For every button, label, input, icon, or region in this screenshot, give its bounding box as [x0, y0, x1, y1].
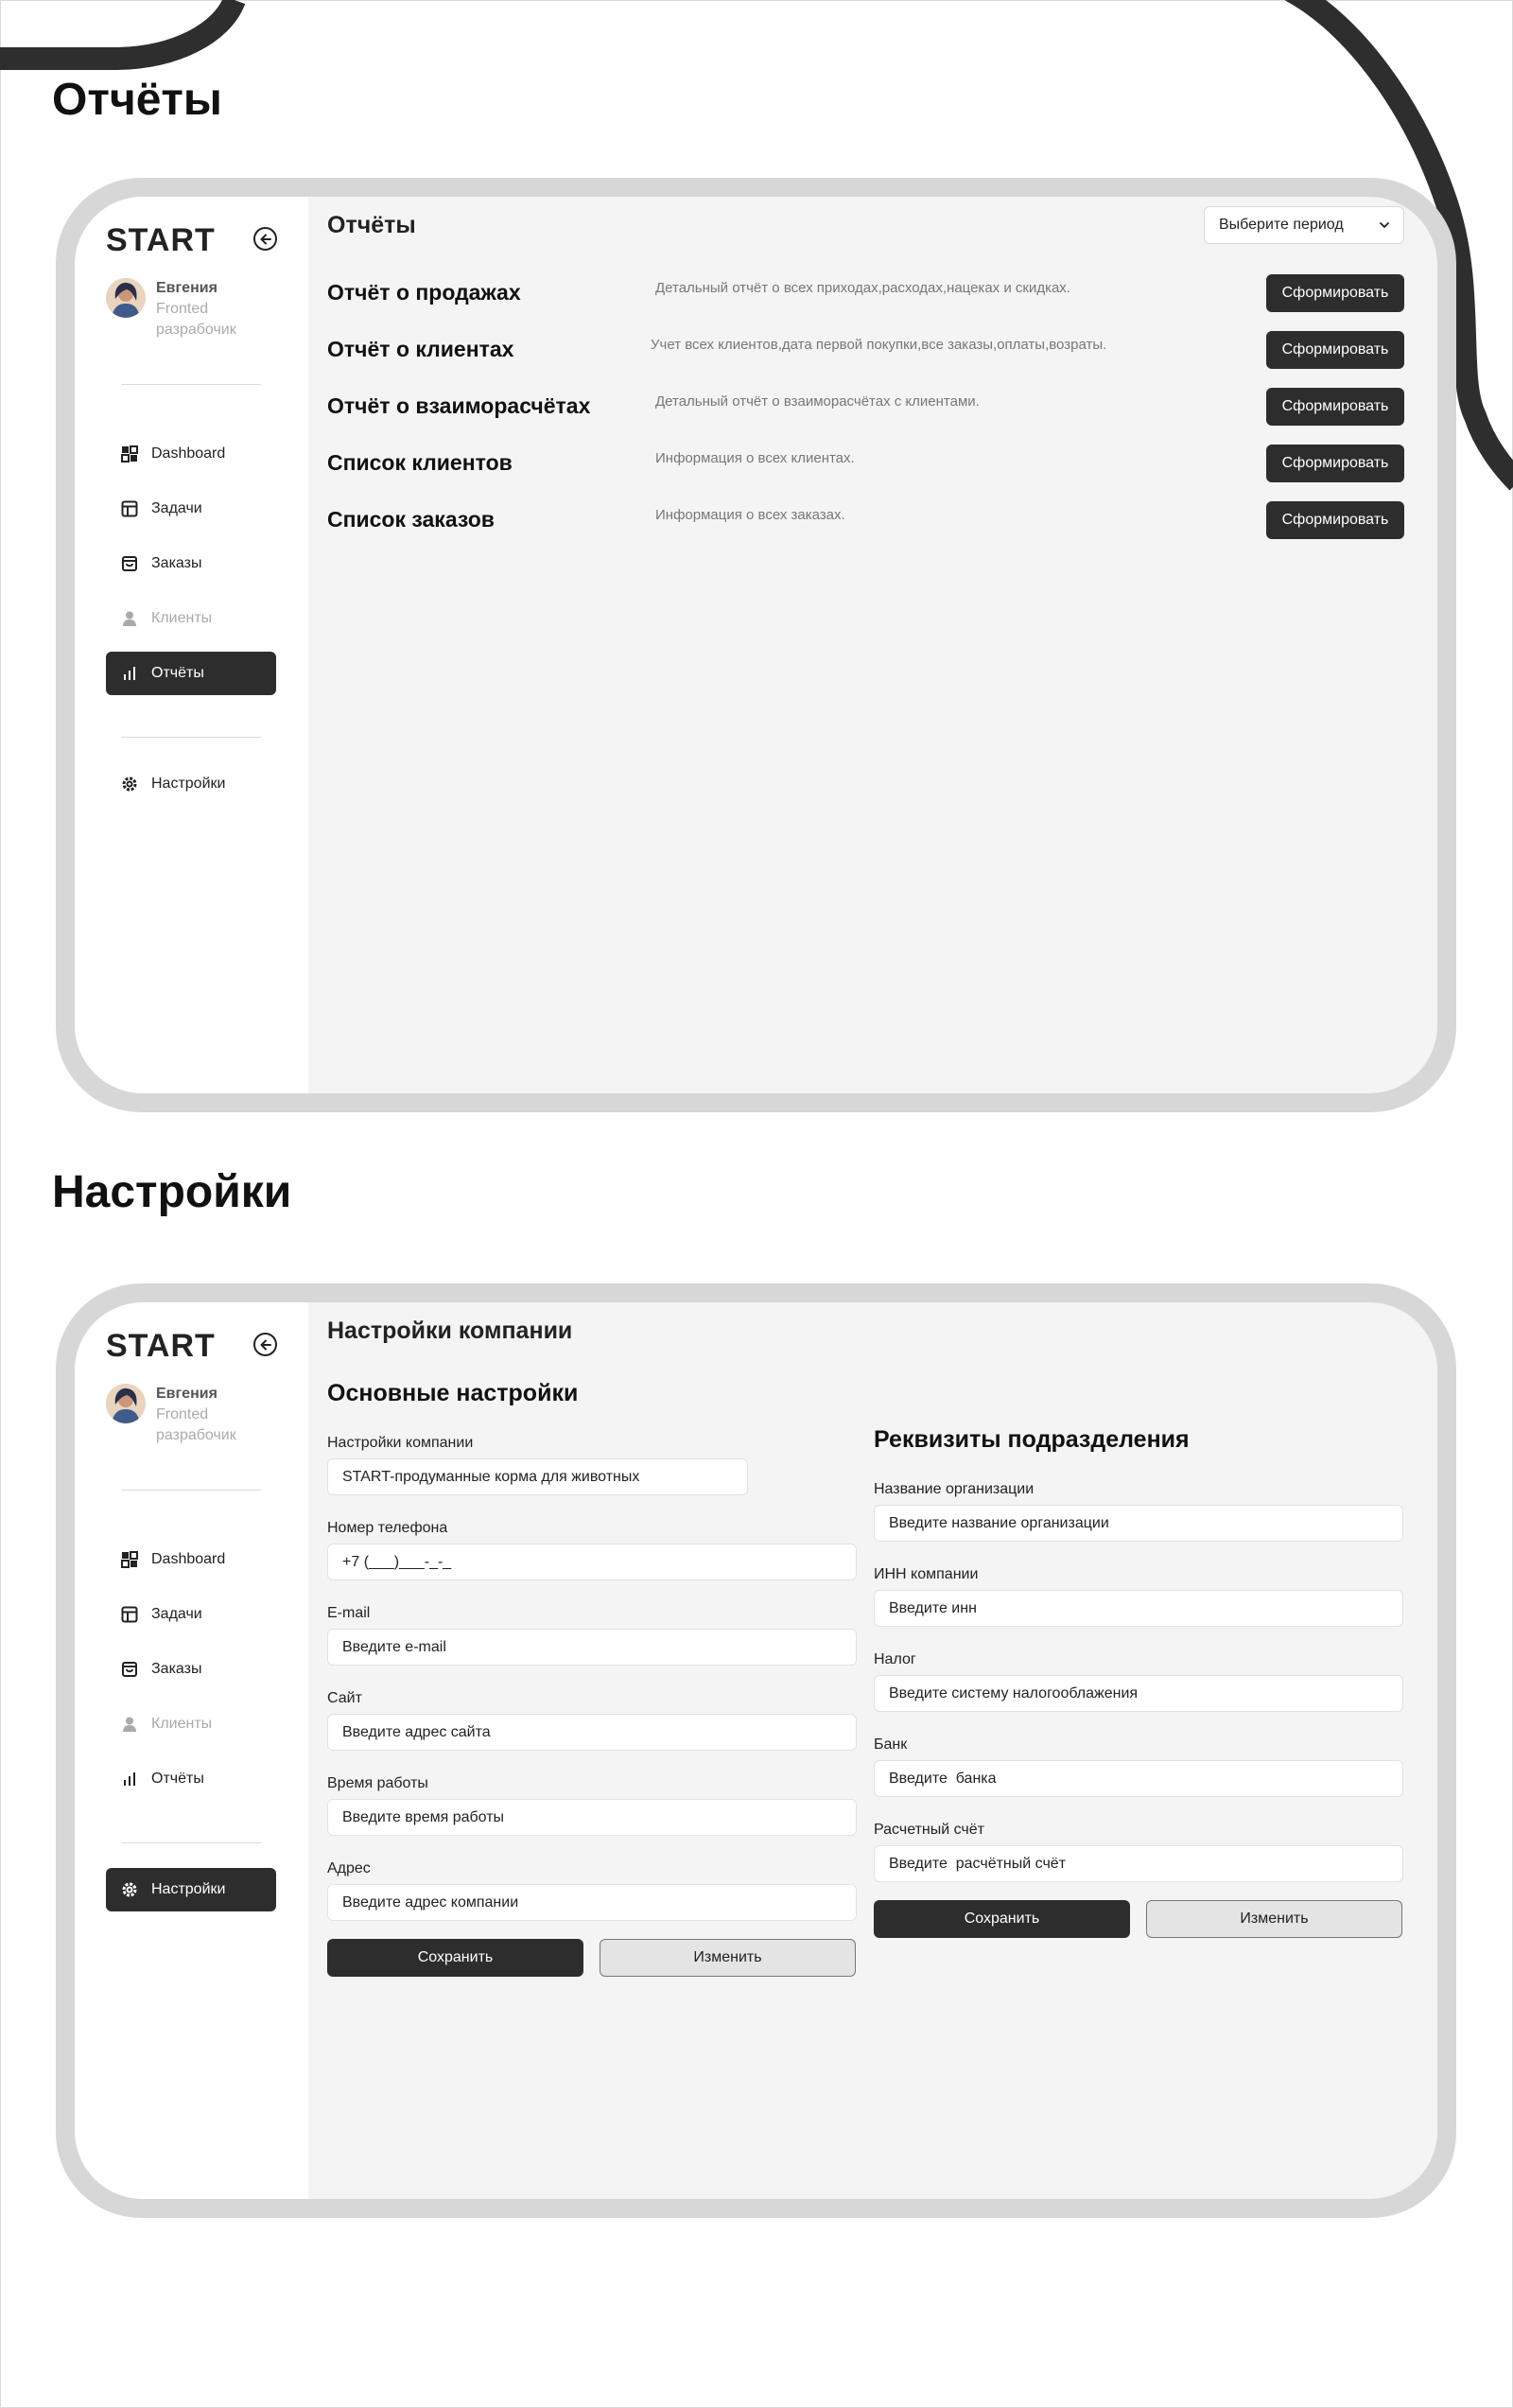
collapse-sidebar-button[interactable] [253, 227, 277, 251]
bar-chart-icon [121, 1771, 138, 1788]
field-label: Банк [874, 1736, 908, 1753]
divider [121, 384, 261, 385]
gear-icon [121, 776, 138, 793]
sidebar-item-label: Настройки [151, 776, 226, 792]
sidebar [75, 197, 308, 1093]
sidebar-item-label: Задачи [151, 500, 202, 516]
address-field [327, 1860, 857, 1921]
field-label: Время работы [327, 1775, 428, 1791]
period-select-value: Выберите период [1219, 217, 1344, 233]
sidebar-item-label: Заказы [151, 1661, 202, 1677]
gear-icon [121, 1881, 138, 1898]
company-name-input[interactable] [327, 1458, 748, 1495]
sidebar-item-settings[interactable] [106, 762, 276, 806]
sidebar-item-label: Заказы [151, 555, 202, 571]
bag-icon [121, 555, 138, 572]
divider [121, 1842, 261, 1843]
edit-button[interactable]: Изменить [600, 1939, 856, 1977]
user-profile[interactable] [106, 1384, 260, 1446]
website-field [327, 1690, 857, 1751]
grid-icon [121, 445, 138, 462]
phone-input[interactable] [327, 1544, 857, 1580]
sidebar-item-label: Клиенты [151, 610, 213, 626]
sidebar-item-label: Настройки [151, 1881, 226, 1897]
period-select[interactable] [1204, 206, 1404, 244]
report-description: Учет всех клиентов,дата первой покупки,все заказы,оплаты,возраты. [651, 337, 1107, 353]
edit-button[interactable]: Изменить [1146, 1900, 1402, 1938]
reports-device-frame [56, 178, 1456, 1112]
field-label: Номер телефона [327, 1520, 448, 1536]
requisites-actions [874, 1900, 1402, 1938]
generate-report-button[interactable]: Сформировать [1266, 388, 1404, 426]
field-label: E-mail [327, 1605, 371, 1621]
user-role: Fronted разрабочик [156, 1406, 236, 1443]
organization-name-field [874, 1481, 1403, 1542]
sidebar-item-label: Dashboard [151, 445, 226, 462]
section-heading-settings: Настройки [52, 1167, 292, 1217]
report-row [327, 445, 1404, 482]
user-profile[interactable] [106, 278, 260, 340]
sidebar-item-clients[interactable] [106, 597, 276, 640]
user-role: Fronted разрабочик [156, 301, 236, 338]
sidebar-item-label: Отчёты [151, 1771, 204, 1787]
sidebar-item-dashboard[interactable] [106, 432, 276, 476]
report-name: Отчёт о клиентах [327, 337, 514, 361]
inn-input[interactable] [874, 1590, 1403, 1627]
settings-screen [75, 1302, 1437, 2199]
report-description: Информация о всех клиентах. [655, 450, 855, 466]
reports-screen [75, 197, 1437, 1093]
field-label: ИНН компании [874, 1566, 979, 1582]
main-content [308, 197, 1437, 1093]
sidebar-item-settings[interactable] [106, 1868, 276, 1911]
sidebar-item-label: Задачи [151, 1606, 202, 1622]
sidebar-item-dashboard[interactable] [106, 1538, 276, 1581]
report-description: Информация о всех заказах. [655, 507, 845, 523]
sidebar-settings [106, 1868, 276, 1923]
generate-report-button[interactable]: Сформировать [1266, 274, 1404, 312]
sidebar-item-reports[interactable] [106, 1757, 276, 1801]
user-name: Евгения [156, 1386, 217, 1402]
report-row [327, 274, 1404, 312]
company-name-field [327, 1435, 748, 1495]
tax-input[interactable] [874, 1675, 1403, 1712]
generate-report-button[interactable]: Сформировать [1266, 331, 1404, 369]
sidebar-item-reports[interactable] [106, 652, 276, 695]
sidebar-item-tasks[interactable] [106, 487, 276, 531]
field-label: Настройки компании [327, 1435, 474, 1451]
sidebar-settings [106, 762, 276, 817]
divider [121, 1490, 261, 1491]
bank-field [874, 1736, 1403, 1797]
email-field [327, 1605, 857, 1666]
bar-chart-icon [121, 665, 138, 682]
table-icon [121, 1606, 138, 1623]
work-hours-field [327, 1775, 857, 1836]
sidebar-item-tasks[interactable] [106, 1593, 276, 1636]
chevron-down-icon [1379, 220, 1390, 230]
field-label: Налог [874, 1651, 916, 1667]
save-button[interactable]: Сохранить [874, 1900, 1130, 1938]
sidebar-item-orders[interactable] [106, 1648, 276, 1691]
table-icon [121, 500, 138, 517]
user-icon [121, 610, 138, 627]
sidebar-nav [106, 432, 276, 707]
grid-icon [121, 1551, 138, 1568]
work-hours-input[interactable] [327, 1799, 857, 1836]
report-row [327, 331, 1404, 369]
report-name: Список заказов [327, 507, 495, 532]
phone-field [327, 1520, 857, 1580]
sidebar-item-label: Dashboard [151, 1551, 226, 1567]
organization-name-input[interactable] [874, 1505, 1403, 1542]
basic-settings-title: Основные настройки [327, 1380, 579, 1406]
bank-input[interactable] [874, 1760, 1403, 1797]
page-title: Настройки компании [327, 1317, 573, 1344]
sidebar-item-clients[interactable] [106, 1702, 276, 1746]
user-icon [121, 1716, 138, 1733]
user-name: Евгения [156, 280, 217, 296]
website-input[interactable] [327, 1714, 857, 1751]
logo: START [106, 222, 216, 258]
field-label: Сайт [327, 1690, 362, 1706]
section-heading-reports: Отчёты [52, 75, 222, 125]
avatar [106, 1384, 146, 1423]
field-label: Адрес [327, 1860, 371, 1876]
report-description: Детальный отчёт о взаиморасчётах с клиентами. [655, 393, 980, 410]
generate-report-button[interactable]: Сформировать [1266, 445, 1404, 482]
arrow-left-icon [259, 1338, 272, 1352]
report-row [327, 501, 1404, 539]
report-row [327, 388, 1404, 426]
field-label: Расчетный счёт [874, 1822, 984, 1838]
sidebar-item-label: Клиенты [151, 1716, 213, 1732]
divider [121, 737, 261, 738]
generate-report-button[interactable]: Сформировать [1266, 501, 1404, 539]
requisites-title: Реквизиты подразделения [874, 1426, 1190, 1453]
sidebar-item-label: Отчёты [151, 665, 204, 681]
report-name: Отчёт о продажах [327, 280, 521, 305]
report-name: Отчёт о взаиморасчётах [327, 393, 591, 418]
sidebar-nav [106, 1538, 276, 1812]
address-input[interactable] [327, 1884, 857, 1921]
collapse-sidebar-button[interactable] [253, 1333, 277, 1356]
account-input[interactable] [874, 1845, 1403, 1882]
account-field [874, 1822, 1403, 1882]
logo: START [106, 1328, 216, 1364]
page-title: Отчёты [327, 212, 416, 238]
bag-icon [121, 1661, 138, 1678]
tax-field [874, 1651, 1403, 1712]
report-name: Список клиентов [327, 450, 513, 475]
sidebar-item-orders[interactable] [106, 542, 276, 585]
save-button[interactable]: Сохранить [327, 1939, 583, 1977]
field-label: Название организации [874, 1481, 1035, 1497]
avatar [106, 278, 146, 318]
arrow-left-icon [259, 233, 272, 246]
basic-settings-actions [327, 1939, 856, 1977]
email-input[interactable] [327, 1629, 857, 1666]
inn-field [874, 1566, 1403, 1627]
main-content [308, 1302, 1437, 2199]
settings-device-frame [56, 1283, 1456, 2218]
report-description: Детальный отчёт о всех приходах,расходах,нацеках и скидках. [655, 280, 1070, 296]
sidebar [75, 1302, 308, 2199]
